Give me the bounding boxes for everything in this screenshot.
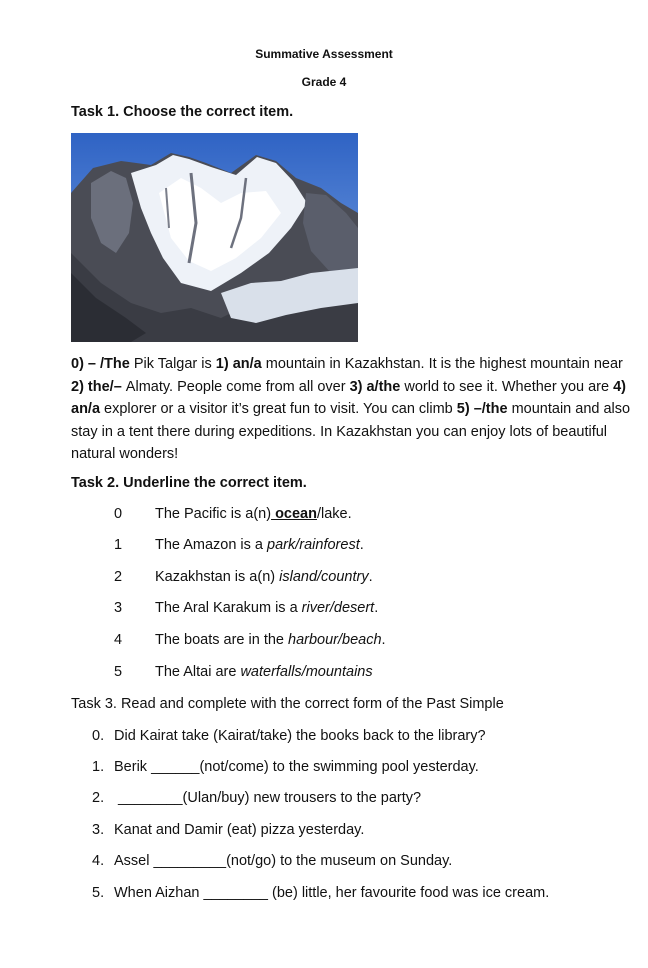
task2-item-text — [155, 600, 378, 616]
passage-option: 4) an/a — [71, 378, 627, 417]
passage-text: world to see it. Whether you are — [404, 378, 614, 395]
task2-option-b[interactable]: rainforest — [299, 537, 360, 553]
task2-item-number: 1 — [114, 537, 123, 553]
task3-item-number: 0. — [92, 728, 105, 744]
task3-item-text: ________(Ulan/buy) new trousers to the party? — [114, 790, 422, 806]
task3-item — [92, 885, 549, 901]
mountain-photo — [71, 133, 358, 342]
task2-item-stem: Kazakhstan is a(n) — [155, 569, 280, 585]
task2-option-a[interactable]: river — [301, 600, 330, 616]
task3-item — [92, 759, 479, 775]
task3-item-number: 4. — [92, 853, 105, 869]
passage-option: 0) – /The — [71, 356, 134, 372]
task3-item — [92, 790, 421, 806]
task2-option-a[interactable]: island — [279, 569, 318, 585]
task2-item-number: 2 — [114, 569, 123, 585]
task2-item-end: . — [368, 569, 373, 585]
passage-option: 3) a/the — [349, 378, 405, 395]
task2-item-text — [155, 664, 373, 680]
task2-item-stem: The Amazon is a — [155, 537, 268, 553]
task3-item-number: 1. — [92, 759, 105, 775]
task3-item — [92, 728, 486, 744]
task2-item-stem: The Aral Karakum is a — [155, 600, 302, 616]
task1-passage — [71, 353, 637, 466]
task2-option-separator: / — [301, 664, 306, 680]
task2-option-b[interactable]: lake — [321, 506, 348, 522]
task2-item-end: . — [347, 506, 352, 522]
passage-text: mountain and also stay in a tent there during expeditions. In Kazakhstan you can enjoy lots of beautiful natural wonders! — [71, 401, 631, 462]
task2-item-end: . — [374, 600, 379, 616]
task2-item-text — [155, 569, 373, 585]
task2-option-a[interactable]: park — [267, 537, 296, 553]
task2-item-number: 0 — [114, 506, 123, 522]
task1-heading: Task 1. Choose the correct item. — [71, 104, 294, 120]
task3-item-text: Did Kairat take (Kairat/take) the books back to the library? — [114, 728, 486, 744]
task3-heading: Task 3. Read and complete with the correct form of the Past Simple — [71, 696, 504, 712]
task3-item-text: When Aizhan ________ (be) little, her favourite food was ice cream. — [114, 885, 550, 901]
task2-option-separator: / — [316, 506, 322, 522]
task2-option-b[interactable]: mountains — [305, 664, 373, 680]
grade-label: Grade 4 — [301, 75, 347, 89]
task3-item-text: Kanat and Damir (eat) pizza yesterday. — [114, 822, 365, 838]
task2-option-a[interactable]: ocean — [271, 506, 317, 522]
task2-option-separator: / — [329, 600, 334, 616]
task2-option-b[interactable]: beach — [342, 632, 382, 648]
task2-item-end: . — [381, 632, 386, 648]
task2-option-separator: / — [317, 569, 322, 585]
passage-option: 1) an/a — [215, 356, 266, 372]
task2-option-a[interactable]: waterfalls — [240, 664, 302, 680]
document-title: Summative Assessment — [255, 47, 393, 61]
task3-item-text: Assel _________(not/go) to the museum on Sunday. — [114, 853, 453, 869]
task3-item-number: 5. — [92, 885, 105, 901]
task2-item-text — [155, 506, 352, 522]
task2-option-separator: / — [337, 632, 343, 648]
task2-item-stem: The Pacific is a(n) — [155, 506, 272, 522]
task3-item — [92, 853, 452, 869]
passage-text: explorer or a visitor it’s great fun to visit. You can climb — [104, 401, 457, 417]
task2-item-text — [155, 632, 386, 648]
task2-item-number: 4 — [114, 632, 123, 648]
task2-heading: Task 2. Underline the correct item. — [71, 475, 307, 491]
passage-text: mountain in Kazakhstan. It is the highest mountain near — [265, 356, 623, 372]
task3-item-number: 2. — [92, 790, 105, 806]
passage-option: 5) –/the — [456, 401, 512, 417]
task2-item-number: 3 — [114, 600, 123, 616]
task3-item-number: 3. — [92, 822, 105, 838]
task3-item — [92, 822, 364, 838]
passage-text: Almaty. People come from all over — [125, 378, 350, 395]
task2-option-a[interactable]: harbour — [288, 632, 338, 648]
task2-item-stem: The boats are in the — [155, 632, 288, 648]
task3-item-text: Berik ______(not/come) to the swimming pool yesterday. — [114, 759, 479, 775]
task2-item-text — [155, 537, 364, 553]
task2-option-separator: / — [295, 537, 300, 553]
passage-option: 2) the/– — [71, 378, 126, 395]
task2-option-b[interactable]: desert — [333, 600, 375, 616]
task2-option-b[interactable]: country — [321, 569, 369, 585]
passage-text: Pik Talgar is — [133, 356, 216, 372]
task2-item-number: 5 — [114, 664, 123, 680]
task2-item-stem: The Altai are — [155, 664, 241, 680]
task2-item-end: . — [359, 537, 364, 553]
